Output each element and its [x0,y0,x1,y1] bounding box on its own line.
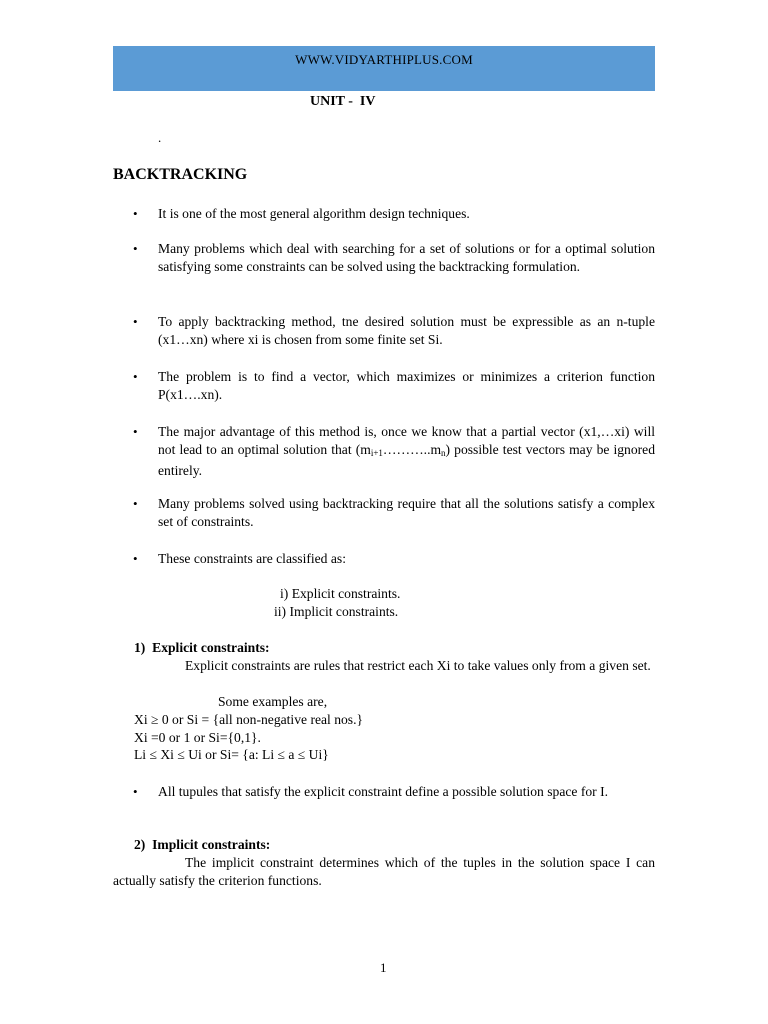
unit-title: UNIT - IV [310,94,376,109]
bullet-item-partial-vector [158,423,655,480]
example-line: Xi =0 or 1 or Si={0,1}. [134,730,261,745]
bullet-item: It is one of the most general algorithm design techniques. [158,206,470,221]
site-url: WWW.VIDYARTHIPLUS.COM [295,52,473,67]
bullet-text-part: ………..m [382,442,442,457]
section-title: BACKTRACKING [113,166,248,183]
bullet-marker: • [133,369,138,384]
explicit-text: Explicit constraints are rules that restrict each Xi to take values only from a given set. [185,658,651,673]
bullet-marker: • [133,241,138,256]
header-banner [113,46,655,91]
bullet-marker: • [133,551,138,566]
class-implicit: ii) Implicit constraints. [274,604,399,619]
bullet-marker: • [133,314,138,329]
page-number: 1 [380,960,387,975]
bullet-marker: • [133,424,138,439]
bullet-marker: • [133,784,138,799]
bullet-marker: • [133,496,138,511]
implicit-heading: 2) Implicit constraints: [134,837,271,852]
explicit-heading: 1) Explicit constraints: [134,640,270,655]
bullet-item: To apply backtracking method, tne desired solution must be expressible as an n-tuple (x1…xn) where xi is chosen from some finite set Si. [158,314,655,347]
implicit-text: The implicit constraint determines which of the tuples in the solution space I can actually satisfy the criterion functions. [113,855,655,888]
bullet-text-part: The major advantage of this method is, once we know that a partial vector (x1,…xi) will not lead to an optimal solution that (m [158,424,655,457]
class-explicit: i) Explicit constraints. [280,586,401,601]
example-line: Xi ≥ 0 or Si = {all non-negative real nos.} [134,712,364,727]
bullet-item: Many problems which deal with searching for a set of solutions or for a optimal solution satisfying some constraints can be solved using the backtracking formulation. [158,241,655,274]
examples-intro: Some examples are, [218,694,328,709]
bullet-item: Many problems solved using backtracking require that all the solutions satisfy a complex set of constraints. [158,496,655,529]
bullet-marker: • [133,206,138,221]
bullet-item: These constraints are classified as: [158,551,346,566]
subscript-i-plus-1: i+1 [370,448,383,458]
bullet-item: The problem is to find a vector, which maximizes or minimizes a criterion function P(x1….xn). [158,369,655,402]
stray-dot: . [158,130,162,145]
bullet-item: All tupules that satisfy the explicit constraint define a possible solution space for I. [158,784,609,799]
bullet-text-part: ) possible test vectors may be ignored entirely. [158,442,656,478]
example-line: Li ≤ Xi ≤ Ui or Si= {a: Li ≤ a ≤ Ui} [134,747,329,762]
subscript-n: n [441,448,446,458]
